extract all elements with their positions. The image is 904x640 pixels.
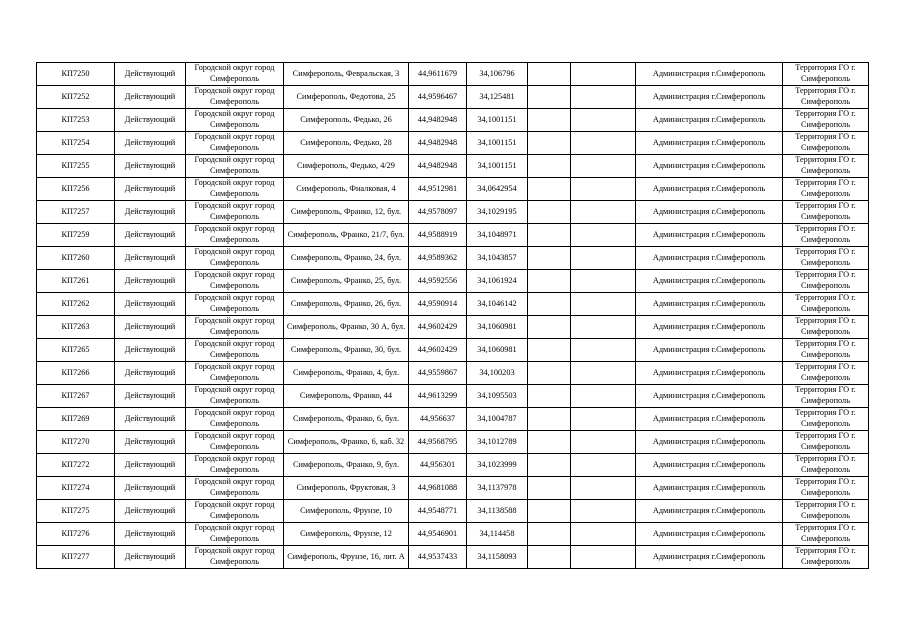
address-cell: Симферополь, Фрунзе, 16, лит. А [284,546,409,569]
table-row [37,178,869,201]
table-row [37,201,869,224]
operator-cell: Администрация г.Симферополь [636,362,783,385]
empty-cell [528,431,571,454]
table-row [37,454,869,477]
status-cell: Действующий [115,316,186,339]
site-id-cell: КП7269 [37,408,115,431]
site-id-cell: КП7277 [37,546,115,569]
municipality-cell: Городской округ город Симферополь [186,63,284,86]
table-row [37,247,869,270]
latitude-cell: 44,9602429 [409,316,467,339]
latitude-cell: 44,9602429 [409,339,467,362]
longitude-cell: 34,1095503 [467,385,528,408]
latitude-cell: 44,9482948 [409,132,467,155]
territory-cell: Территория ГО г. Симферополь [783,155,869,178]
latitude-cell: 44,956637 [409,408,467,431]
municipality-cell: Городской округ город Симферополь [186,86,284,109]
empty-cell [571,500,636,523]
longitude-cell: 34,1023999 [467,454,528,477]
table-row [37,224,869,247]
territory-cell: Территория ГО г. Симферополь [783,454,869,477]
operator-cell: Администрация г.Симферополь [636,408,783,431]
status-cell: Действующий [115,178,186,201]
territory-cell: Территория ГО г. Симферополь [783,385,869,408]
longitude-cell: 34,1060981 [467,339,528,362]
operator-cell: Администрация г.Симферополь [636,454,783,477]
empty-cell [571,362,636,385]
empty-cell [528,546,571,569]
status-cell: Действующий [115,201,186,224]
territory-cell: Территория ГО г. Симферополь [783,109,869,132]
territory-cell: Территория ГО г. Симферополь [783,523,869,546]
site-id-cell: КП7275 [37,500,115,523]
municipality-cell: Городской округ город Симферополь [186,523,284,546]
empty-cell [571,270,636,293]
empty-cell [528,270,571,293]
longitude-cell: 34,1048971 [467,224,528,247]
empty-cell [571,132,636,155]
status-cell: Действующий [115,247,186,270]
territory-cell: Территория ГО г. Симферополь [783,408,869,431]
municipality-cell: Городской округ город Симферополь [186,270,284,293]
latitude-cell: 44,9537433 [409,546,467,569]
municipality-cell: Городской округ город Симферополь [186,155,284,178]
territory-cell: Территория ГО г. Симферополь [783,270,869,293]
latitude-cell: 44,9611679 [409,63,467,86]
site-id-cell: КП7274 [37,477,115,500]
table-row [37,546,869,569]
site-id-cell: КП7260 [37,247,115,270]
territory-cell: Территория ГО г. Симферополь [783,132,869,155]
latitude-cell: 44,9592556 [409,270,467,293]
operator-cell: Администрация г.Симферополь [636,523,783,546]
table-row [37,385,869,408]
municipality-cell: Городской округ город Симферополь [186,339,284,362]
site-id-cell: КП7259 [37,224,115,247]
territory-cell: Территория ГО г. Симферополь [783,500,869,523]
table-row [37,63,869,86]
address-cell: Симферополь, Франко, 12, бул. [284,201,409,224]
site-id-cell: КП7250 [37,63,115,86]
empty-cell [571,385,636,408]
municipality-cell: Городской округ город Симферополь [186,201,284,224]
table-row [37,408,869,431]
longitude-cell: 34,1001151 [467,132,528,155]
status-cell: Действующий [115,385,186,408]
empty-cell [528,408,571,431]
table-row [37,132,869,155]
territory-cell: Территория ГО г. Симферополь [783,201,869,224]
empty-cell [528,86,571,109]
empty-cell [571,247,636,270]
municipality-cell: Городской округ город Симферополь [186,178,284,201]
address-cell: Симферополь, Франко, 4, бул. [284,362,409,385]
address-cell: Симферополь, Федотова, 25 [284,86,409,109]
latitude-cell: 44,9596467 [409,86,467,109]
status-cell: Действующий [115,408,186,431]
latitude-cell: 44,9482948 [409,155,467,178]
longitude-cell: 34,125481 [467,86,528,109]
longitude-cell: 34,1061924 [467,270,528,293]
table-row [37,431,869,454]
operator-cell: Администрация г.Симферополь [636,178,783,201]
status-cell: Действующий [115,86,186,109]
empty-cell [528,316,571,339]
operator-cell: Администрация г.Симферополь [636,431,783,454]
sites-table [36,62,869,569]
municipality-cell: Городской округ город Симферополь [186,477,284,500]
table-row [37,523,869,546]
latitude-cell: 44,9546901 [409,523,467,546]
latitude-cell: 44,9482948 [409,109,467,132]
operator-cell: Администрация г.Симферополь [636,201,783,224]
address-cell: Симферополь, Франко, 24, бул. [284,247,409,270]
empty-cell [571,408,636,431]
operator-cell: Администрация г.Симферополь [636,270,783,293]
address-cell: Симферополь, Франко, 21/7, бул. [284,224,409,247]
empty-cell [528,201,571,224]
table-row [37,293,869,316]
empty-cell [528,523,571,546]
municipality-cell: Городской округ город Симферополь [186,224,284,247]
operator-cell: Администрация г.Симферополь [636,316,783,339]
table-row [37,477,869,500]
empty-cell [571,109,636,132]
longitude-cell: 34,1137978 [467,477,528,500]
status-cell: Действующий [115,362,186,385]
status-cell: Действующий [115,477,186,500]
empty-cell [571,546,636,569]
territory-cell: Территория ГО г. Симферополь [783,178,869,201]
address-cell: Симферополь, Франко, 9, бул. [284,454,409,477]
empty-cell [571,86,636,109]
longitude-cell: 34,1029195 [467,201,528,224]
municipality-cell: Городской округ город Симферополь [186,385,284,408]
municipality-cell: Городской округ город Симферополь [186,454,284,477]
longitude-cell: 34,1043857 [467,247,528,270]
operator-cell: Администрация г.Симферополь [636,155,783,178]
status-cell: Действующий [115,500,186,523]
operator-cell: Администрация г.Симферополь [636,500,783,523]
territory-cell: Территория ГО г. Симферополь [783,339,869,362]
site-id-cell: КП7263 [37,316,115,339]
status-cell: Действующий [115,546,186,569]
longitude-cell: 34,114458 [467,523,528,546]
address-cell: Симферополь, Февральская, 3 [284,63,409,86]
status-cell: Действующий [115,109,186,132]
empty-cell [528,247,571,270]
operator-cell: Администрация г.Симферополь [636,224,783,247]
address-cell: Симферополь, Франко, 26, бул. [284,293,409,316]
operator-cell: Администрация г.Симферополь [636,293,783,316]
table-row [37,362,869,385]
empty-cell [528,224,571,247]
site-id-cell: КП7257 [37,201,115,224]
site-id-cell: КП7255 [37,155,115,178]
latitude-cell: 44,9588919 [409,224,467,247]
table-body [37,63,869,569]
latitude-cell: 44,9589362 [409,247,467,270]
territory-cell: Территория ГО г. Симферополь [783,293,869,316]
municipality-cell: Городской округ город Симферополь [186,362,284,385]
empty-cell [571,224,636,247]
status-cell: Действующий [115,224,186,247]
status-cell: Действующий [115,431,186,454]
address-cell: Симферополь, Франко, 6, каб. 32 [284,431,409,454]
territory-cell: Территория ГО г. Симферополь [783,63,869,86]
municipality-cell: Городской округ город Симферополь [186,109,284,132]
site-id-cell: КП7266 [37,362,115,385]
empty-cell [528,63,571,86]
municipality-cell: Городской округ город Симферополь [186,132,284,155]
address-cell: Симферополь, Фрунзе, 12 [284,523,409,546]
site-id-cell: КП7254 [37,132,115,155]
longitude-cell: 34,1001151 [467,155,528,178]
address-cell: Симферополь, Фрунзе, 10 [284,500,409,523]
address-cell: Симферополь, Франко, 30, бул. [284,339,409,362]
latitude-cell: 44,9590914 [409,293,467,316]
longitude-cell: 34,106796 [467,63,528,86]
site-id-cell: КП7253 [37,109,115,132]
operator-cell: Администрация г.Симферополь [636,247,783,270]
empty-cell [571,178,636,201]
site-id-cell: КП7265 [37,339,115,362]
empty-cell [528,339,571,362]
longitude-cell: 34,1004787 [467,408,528,431]
address-cell: Симферополь, Фруктовая, 3 [284,477,409,500]
status-cell: Действующий [115,63,186,86]
municipality-cell: Городской округ город Симферополь [186,546,284,569]
longitude-cell: 34,100203 [467,362,528,385]
empty-cell [571,293,636,316]
latitude-cell: 44,9512981 [409,178,467,201]
territory-cell: Территория ГО г. Симферополь [783,431,869,454]
latitude-cell: 44,9578097 [409,201,467,224]
municipality-cell: Городской округ город Симферополь [186,247,284,270]
longitude-cell: 34,1012789 [467,431,528,454]
municipality-cell: Городской округ город Симферополь [186,293,284,316]
empty-cell [528,385,571,408]
empty-cell [571,155,636,178]
empty-cell [571,477,636,500]
territory-cell: Территория ГО г. Симферополь [783,362,869,385]
address-cell: Симферополь, Франко, 44 [284,385,409,408]
empty-cell [528,454,571,477]
site-id-cell: КП7256 [37,178,115,201]
operator-cell: Администрация г.Симферополь [636,109,783,132]
table-row [37,155,869,178]
address-cell: Симферополь, Федько, 4/29 [284,155,409,178]
empty-cell [528,178,571,201]
table-row [37,500,869,523]
operator-cell: Администрация г.Симферополь [636,385,783,408]
territory-cell: Территория ГО г. Симферополь [783,546,869,569]
address-cell: Симферополь, Федько, 28 [284,132,409,155]
longitude-cell: 34,1060981 [467,316,528,339]
table-row [37,316,869,339]
territory-cell: Территория ГО г. Симферополь [783,477,869,500]
empty-cell [528,362,571,385]
empty-cell [528,477,571,500]
status-cell: Действующий [115,523,186,546]
empty-cell [571,523,636,546]
longitude-cell: 34,1158093 [467,546,528,569]
site-id-cell: КП7276 [37,523,115,546]
status-cell: Действующий [115,270,186,293]
latitude-cell: 44,9559867 [409,362,467,385]
longitude-cell: 34,1001151 [467,109,528,132]
address-cell: Симферополь, Федько, 26 [284,109,409,132]
latitude-cell: 44,9681088 [409,477,467,500]
status-cell: Действующий [115,155,186,178]
longitude-cell: 34,1046142 [467,293,528,316]
empty-cell [571,431,636,454]
status-cell: Действующий [115,339,186,362]
status-cell: Действующий [115,132,186,155]
empty-cell [528,293,571,316]
empty-cell [528,132,571,155]
address-cell: Симферополь, Фиалковая, 4 [284,178,409,201]
status-cell: Действующий [115,454,186,477]
operator-cell: Администрация г.Симферополь [636,546,783,569]
address-cell: Симферополь, Франко, 25, бул. [284,270,409,293]
empty-cell [571,316,636,339]
site-id-cell: КП7262 [37,293,115,316]
longitude-cell: 34,0642954 [467,178,528,201]
operator-cell: Администрация г.Симферополь [636,86,783,109]
territory-cell: Территория ГО г. Симферополь [783,316,869,339]
site-id-cell: КП7252 [37,86,115,109]
territory-cell: Территория ГО г. Симферополь [783,86,869,109]
empty-cell [571,63,636,86]
operator-cell: Администрация г.Симферополь [636,477,783,500]
latitude-cell: 44,9548771 [409,500,467,523]
site-id-cell: КП7272 [37,454,115,477]
address-cell: Симферополь, Франко, 6, бул. [284,408,409,431]
operator-cell: Администрация г.Симферополь [636,339,783,362]
empty-cell [528,500,571,523]
table-row [37,339,869,362]
table-row [37,270,869,293]
latitude-cell: 44,956301 [409,454,467,477]
municipality-cell: Городской округ город Симферополь [186,431,284,454]
operator-cell: Администрация г.Симферополь [636,132,783,155]
site-id-cell: КП7261 [37,270,115,293]
empty-cell [571,339,636,362]
longitude-cell: 34,1138588 [467,500,528,523]
address-cell: Симферополь, Франко, 30 А, бул. [284,316,409,339]
operator-cell: Администрация г.Симферополь [636,63,783,86]
empty-cell [528,109,571,132]
empty-cell [571,201,636,224]
status-cell: Действующий [115,293,186,316]
empty-cell [571,454,636,477]
municipality-cell: Городской округ город Симферополь [186,408,284,431]
latitude-cell: 44,9613299 [409,385,467,408]
empty-cell [528,155,571,178]
territory-cell: Территория ГО г. Симферополь [783,224,869,247]
site-id-cell: КП7267 [37,385,115,408]
territory-cell: Территория ГО г. Симферополь [783,247,869,270]
municipality-cell: Городской округ город Симферополь [186,500,284,523]
table-row [37,109,869,132]
table-row [37,86,869,109]
municipality-cell: Городской округ город Симферополь [186,316,284,339]
site-id-cell: КП7270 [37,431,115,454]
latitude-cell: 44,9568795 [409,431,467,454]
